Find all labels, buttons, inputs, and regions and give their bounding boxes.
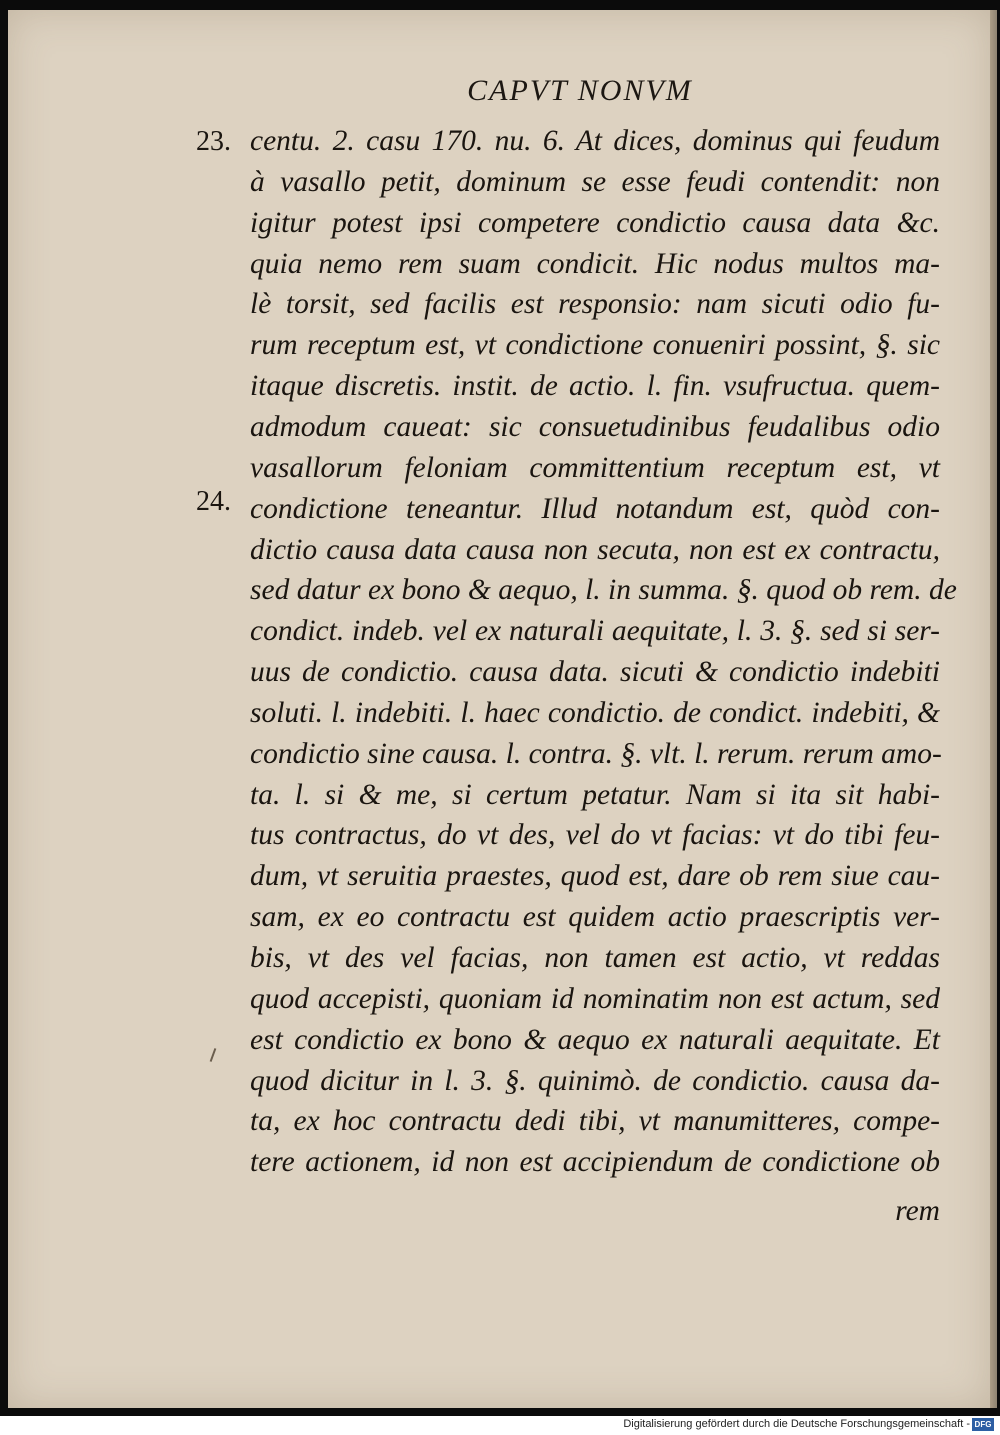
text-line: condictione teneantur. Illud notandum est, quòd con- xyxy=(250,493,940,525)
margin-number: 24. xyxy=(196,486,231,517)
catchword: rem xyxy=(895,1195,940,1227)
text-line: bis, vt des vel facias, non tamen est actio, vt reddas xyxy=(250,942,940,974)
text-line: quia nemo rem suam condicit. Hic nodus multos ma- xyxy=(250,248,940,280)
text-line: condictio sine causa. l. contra. §. vlt. l. rerum. rerum amo- xyxy=(250,738,942,770)
text-line: dictio causa data causa non secuta, non est ex contractu, xyxy=(250,534,940,566)
text-line: rum receptum est, vt condictione conueniri possint, §. sic xyxy=(250,329,940,361)
text-line: ta. l. si & me, si certum petatur. Nam si ita sit habi- xyxy=(250,779,940,811)
text-line: uus de condictio. causa data. sicuti & condictio indebiti xyxy=(250,656,940,688)
text-line: à vasallo petit, dominum se esse feudi contendit: non xyxy=(250,166,940,198)
text-line: itaque discretis. instit. de actio. l. fin. vsufructua. quem- xyxy=(250,370,940,402)
text-line: lè torsit, sed facilis est responsio: nam sicuti odio fu- xyxy=(250,288,940,320)
text-line: centu. 2. casu 170. nu. 6. At dices, dominus qui feudum xyxy=(250,125,940,157)
text-line: sed datur ex bono & aequo, l. in summa. §. quod ob rem. de xyxy=(250,574,957,606)
text-line: quod accepisti, quoniam id nominatim non est actum, sed xyxy=(250,983,940,1015)
text-line: condict. indeb. vel ex naturali aequitate, l. 3. §. sed si ser- xyxy=(250,615,940,647)
text-line: quod dicitur in l. 3. §. quinimò. de condictio. causa da- xyxy=(250,1065,940,1097)
dfg-logo: DFG xyxy=(972,1418,994,1431)
text-line: admodum caueat: sic consuetudinibus feudalibus odio xyxy=(250,411,940,443)
text-line: ta, ex hoc contractu dedi tibi, vt manumitteres, compe- xyxy=(250,1105,940,1137)
text-line: igitur potest ipsi competere condictio causa data &c. xyxy=(250,207,940,239)
running-head: CAPVT NONVM xyxy=(467,74,693,107)
text-line: soluti. l. indebiti. l. haec condictio. de condict. indebiti, & xyxy=(250,697,940,729)
text-line: dum, vt seruitia praestes, quod est, dare ob rem siue cau- xyxy=(250,860,940,892)
text-line: tere actionem, id non est accipiendum de condictione ob xyxy=(250,1146,940,1178)
text-line: sam, ex eo contractu est quidem actio praescriptis ver- xyxy=(250,901,940,933)
text-line: est condictio ex bono & aequo ex naturali aequitate. Et xyxy=(250,1024,940,1056)
text-line: tus contractus, do vt des, vel do vt facias: vt do tibi feu- xyxy=(250,819,940,851)
funding-credit: Digitalisierung gefördert durch die Deutsche Forschungsgemeinschaft - xyxy=(623,1418,970,1430)
footer-bar xyxy=(0,1416,1000,1435)
margin-number: 23. xyxy=(196,126,231,157)
text-line: vasallorum feloniam committentium receptum est, vt xyxy=(250,452,940,484)
